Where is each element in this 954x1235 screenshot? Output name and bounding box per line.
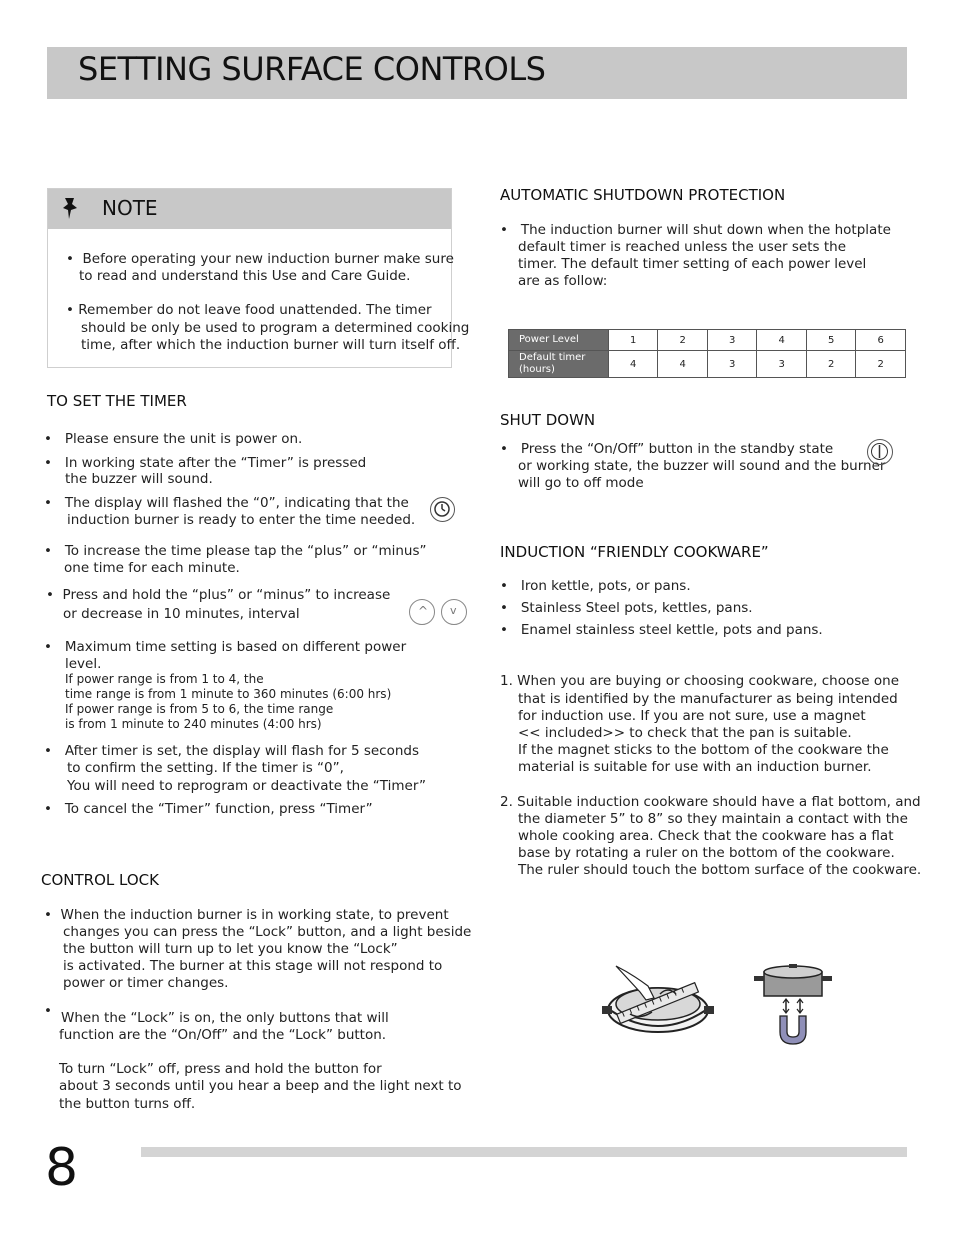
timer-bullet: • Maximum time setting is based on different power xyxy=(44,639,407,655)
timer-bullet: • After timer is set, the display will flash for 5 seconds xyxy=(44,743,420,759)
timer-bullet-line: induction burner is ready to enter the time needed. xyxy=(67,512,416,528)
lock-heading: CONTROL LOCK xyxy=(41,871,159,889)
power-level-row xyxy=(509,330,906,351)
shutdown-protection-line: timer. The default timer setting of each power level xyxy=(518,256,867,272)
note-item-line: to read and understand this Use and Care Guide. xyxy=(79,268,411,284)
timer-bullet-line: level. xyxy=(65,656,102,672)
lock-bullet: • When the induction burner is in working state, to prevent xyxy=(44,907,449,923)
timer-bullet: • To cancel the “Timer” function, press “Timer” xyxy=(44,801,373,817)
timer-range-note: is from 1 minute to 240 minutes (4:00 hrs) xyxy=(65,717,322,731)
timer-bullet-line: the buzzer will sound. xyxy=(65,471,213,487)
lock-bullet-line: is activated. The burner at this stage will not respond to xyxy=(63,958,443,974)
timer-heading: TO SET THE TIMER xyxy=(47,392,187,410)
default-timer-row xyxy=(509,351,906,378)
timer-bullet: • In working state after the “Timer” is pressed xyxy=(44,455,367,471)
note-item-line: should be only be used to program a determined cooking xyxy=(81,320,470,336)
timer-button-icon xyxy=(430,497,455,522)
lock-bullet-line: power or timer changes. xyxy=(63,975,229,991)
timer-bullet: • To increase the time please tap the “plus” or “minus” xyxy=(44,543,427,559)
shutdown-protection-bullet: • The induction burner will shut down when the hotplate xyxy=(500,222,891,238)
lock-bullet-marker: • xyxy=(44,1003,52,1019)
timer-bullet: • The display will flashed the “0”, indicating that the xyxy=(44,495,409,511)
shut-down-line: or working state, the buzzer will sound and the burner xyxy=(518,458,886,474)
timer-bullet-line: You will need to reprogram or deactivate the “Timer” xyxy=(67,778,426,794)
table-cell: 4 xyxy=(609,351,658,378)
cookware-paragraph-line: 1. When you are buying or choosing cookware, choose one xyxy=(500,673,899,689)
table-cell: 3 xyxy=(707,351,756,378)
cookware-paragraph-line: The ruler should touch the bottom surface of the cookware. xyxy=(518,862,922,878)
timer-bullet: • Press and hold the “plus” or “minus” to increase xyxy=(46,587,391,603)
note-title: NOTE xyxy=(102,196,158,220)
timer-range-note: time range is from 1 minute to 360 minutes (6:00 hrs) xyxy=(65,687,392,701)
lock-bullet-line: function are the “On/Off” and the “Lock” button. xyxy=(59,1027,387,1043)
table-cell: 3 xyxy=(707,330,756,351)
default-timer-label: Default timer (hours) xyxy=(509,351,609,378)
default-timer-table xyxy=(508,329,906,378)
table-cell: 1 xyxy=(609,330,658,351)
table-cell: 4 xyxy=(658,351,707,378)
minus-button-icon: v xyxy=(441,599,467,625)
cookware-heading: INDUCTION “FRIENDLY COOKWARE” xyxy=(500,543,769,561)
cookware-paragraph-line: the diameter 5” to 8” so they maintain a contact with the xyxy=(518,811,908,827)
page-title: SETTING SURFACE CONTROLS xyxy=(78,50,546,88)
cookware-bullet: • Iron kettle, pots, or pans. xyxy=(500,578,691,594)
shutdown-protection-heading: AUTOMATIC SHUTDOWN PROTECTION xyxy=(500,186,786,204)
pot-magnet-illustration xyxy=(752,962,834,1048)
shut-down-line: will go to off mode xyxy=(518,475,644,491)
table-cell: 5 xyxy=(806,330,855,351)
table-cell: 2 xyxy=(658,330,707,351)
power-button-icon xyxy=(867,439,893,465)
timer-bullet-line: or decrease in 10 minutes, interval xyxy=(63,606,300,622)
lock-paragraph-line: To turn “Lock” off, press and hold the button for xyxy=(59,1061,382,1077)
footer-bar xyxy=(141,1147,907,1157)
cookware-paragraph-line: 2. Suitable induction cookware should have a flat bottom, and xyxy=(500,794,921,810)
timer-range-note: If power range is from 1 to 4, the xyxy=(65,672,264,686)
lock-bullet-line: changes you can press the “Lock” button, and a light beside xyxy=(63,924,472,940)
timer-bullet-line: one time for each minute. xyxy=(64,560,240,576)
cookware-paragraph-line: material is suitable for use with an induction burner. xyxy=(518,759,872,775)
cookware-paragraph-line: whole cooking area. Check that the cookware has a flat xyxy=(518,828,894,844)
timer-range-note: If power range is from 5 to 6, the time range xyxy=(65,702,334,716)
note-item: • Before operating your new induction burner make sure xyxy=(66,251,454,267)
table-cell: 3 xyxy=(757,351,806,378)
cookware-paragraph-line: << included>> to check that the pan is suitable. xyxy=(518,725,852,741)
power-level-label: Power Level xyxy=(509,330,609,351)
cookware-bullet: • Enamel stainless steel kettle, pots and pans. xyxy=(500,622,823,638)
pushpin-icon xyxy=(60,195,82,221)
cookware-bullet: • Stainless Steel pots, kettles, pans. xyxy=(500,600,753,616)
plus-button-icon: ^ xyxy=(409,599,435,625)
table-cell: 2 xyxy=(806,351,855,378)
shutdown-protection-line: default timer is reached unless the user sets the xyxy=(518,239,847,255)
lock-paragraph-line: about 3 seconds until you hear a beep and the light next to xyxy=(59,1078,462,1094)
lock-paragraph-line: the button turns off. xyxy=(59,1096,196,1112)
lock-bullet-line: the button will turn up to let you know the “Lock” xyxy=(63,941,398,957)
table-cell: 2 xyxy=(856,351,906,378)
timer-bullet: • Please ensure the unit is power on. xyxy=(44,431,303,447)
table-cell: 6 xyxy=(856,330,906,351)
lock-bullet: When the “Lock” is on, the only buttons that will xyxy=(61,1010,389,1026)
cookware-paragraph-line: base by rotating a ruler on the bottom of the cookware. xyxy=(518,845,895,861)
note-item: • Remember do not leave food unattended. The timer xyxy=(66,302,432,318)
cookware-paragraph-line: that is identified by the manufacturer as being intended xyxy=(518,691,898,707)
shut-down-heading: SHUT DOWN xyxy=(500,411,596,429)
page-number: 8 xyxy=(45,1138,79,1198)
cookware-paragraph-line: for induction use. If you are not sure, use a magnet xyxy=(518,708,866,724)
cookware-paragraph-line: If the magnet sticks to the bottom of the cookware the xyxy=(518,742,889,758)
table-cell: 4 xyxy=(757,330,806,351)
note-item-line: time, after which the induction burner will turn itself off. xyxy=(81,337,461,353)
ruler-on-pan-illustration xyxy=(602,962,714,1040)
shut-down-bullet: • Press the “On/Off” button in the standby state xyxy=(500,441,834,457)
timer-bullet-line: to confirm the setting. If the timer is “0”, xyxy=(67,760,344,776)
shutdown-protection-line: are as follow: xyxy=(518,273,608,289)
